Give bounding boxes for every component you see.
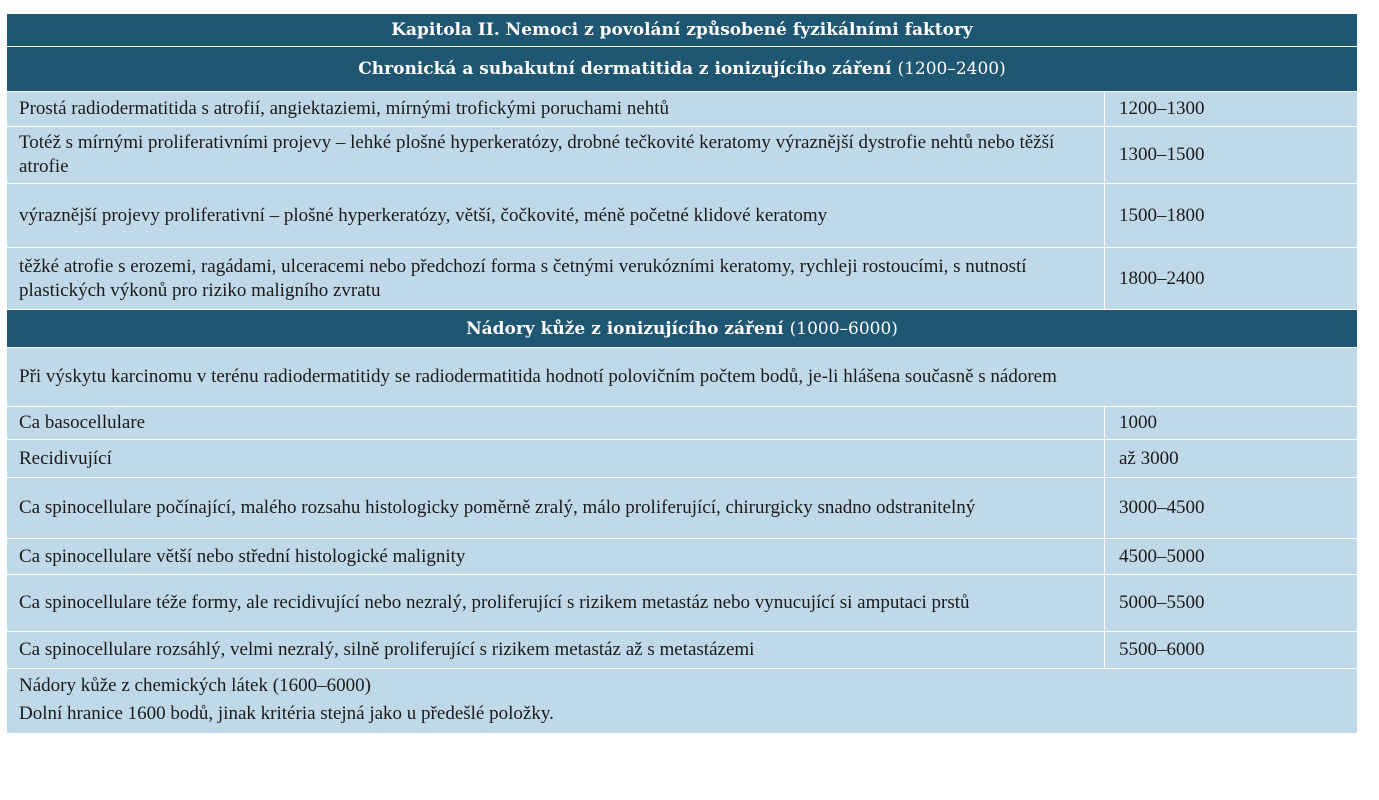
row-points: 4500–5000 (1105, 539, 1357, 574)
footer-title: Nádory kůže z chemických látek (1600–6000) (19, 675, 371, 696)
table-row (7, 127, 1357, 184)
row-points: 5500–6000 (1105, 632, 1357, 668)
row-points: 1200–1300 (1105, 92, 1357, 126)
footer-row (7, 669, 1357, 733)
row-description: Ca spinocellulare téže formy, ale recidivující nebo nezralý, proliferující s rizikem metastáz nebo vynucující si amputaci prstů (7, 575, 1105, 631)
table-row (7, 92, 1357, 127)
row-points: 1300–1500 (1105, 127, 1357, 183)
row-description: těžké atrofie s erozemi, ragádami, ulceracemi nebo předchozí forma s četnými verukózními keratomy, rychleji rostoucími, s nutností plastických výkonů pro riziko maligního zvratu (7, 248, 1105, 309)
occupational-disease-table (7, 14, 1357, 733)
row-description: Ca spinocellulare rozsáhlý, velmi nezralý, silně proliferující s rizikem metastáz až s metastázemi (7, 632, 1105, 668)
footer-note: Dolní hranice 1600 bodů, jinak kritéria stejná jako u předešlé položky. (19, 703, 554, 724)
section2-title: Nádory kůže z ionizujícího záření (466, 318, 784, 339)
table-row (7, 539, 1357, 575)
row-points: 1500–1800 (1105, 184, 1357, 247)
row-points: až 3000 (1105, 440, 1357, 477)
table-row (7, 407, 1357, 440)
section1-header (7, 47, 1357, 92)
row-points: 1800–2400 (1105, 248, 1357, 309)
section1-title: Chronická a subakutní dermatitida z ionizujícího záření (358, 59, 892, 79)
row-points: 5000–5500 (1105, 575, 1357, 631)
table-row (7, 575, 1357, 632)
section2-note: Při výskytu karcinomu v terénu radiodermatitidy se radiodermatitida hodnotí polovičním počtem bodů, je-li hlášena současně s nádorem (7, 348, 1357, 406)
row-description: Recidivující (7, 440, 1105, 477)
row-description: Ca basocellulare (7, 407, 1105, 439)
table-row (7, 248, 1357, 310)
row-description: Prostá radiodermatitida s atrofií, angiektaziemi, mírnými trofickými poruchami nehtů (7, 92, 1105, 126)
section2-note-row (7, 348, 1357, 407)
row-points: 3000–4500 (1105, 478, 1357, 538)
row-description: Totéž s mírnými proliferativními projevy – lehké plošné hyperkeratózy, drobné tečkovité keratomy výraznější dystrofie nehtů nebo těžší atrofie (7, 127, 1105, 183)
table-row (7, 632, 1357, 669)
row-description: Ca spinocellulare počínající, malého rozsahu histologicky poměrně zralý, málo proliferující, chirurgicky snadno odstranitelný (7, 478, 1105, 538)
table-row (7, 478, 1357, 539)
row-description: výraznější projevy proliferativní – plošné hyperkeratózy, větší, čočkovité, méně početné klidové keratomy (7, 184, 1105, 247)
row-description: Ca spinocellulare větší nebo střední histologické malignity (7, 539, 1105, 574)
footer-cell (7, 669, 1357, 733)
section2-header (7, 310, 1357, 348)
section1-range: (1200–2400) (897, 59, 1006, 79)
table-row (7, 440, 1357, 478)
section2-range: (1000–6000) (789, 318, 898, 339)
table-row (7, 184, 1357, 248)
chapter-title: Kapitola II. Nemoci z povolání způsobené fyzikálními faktory (391, 20, 973, 40)
row-points: 1000 (1105, 407, 1357, 439)
chapter-header (7, 14, 1357, 47)
